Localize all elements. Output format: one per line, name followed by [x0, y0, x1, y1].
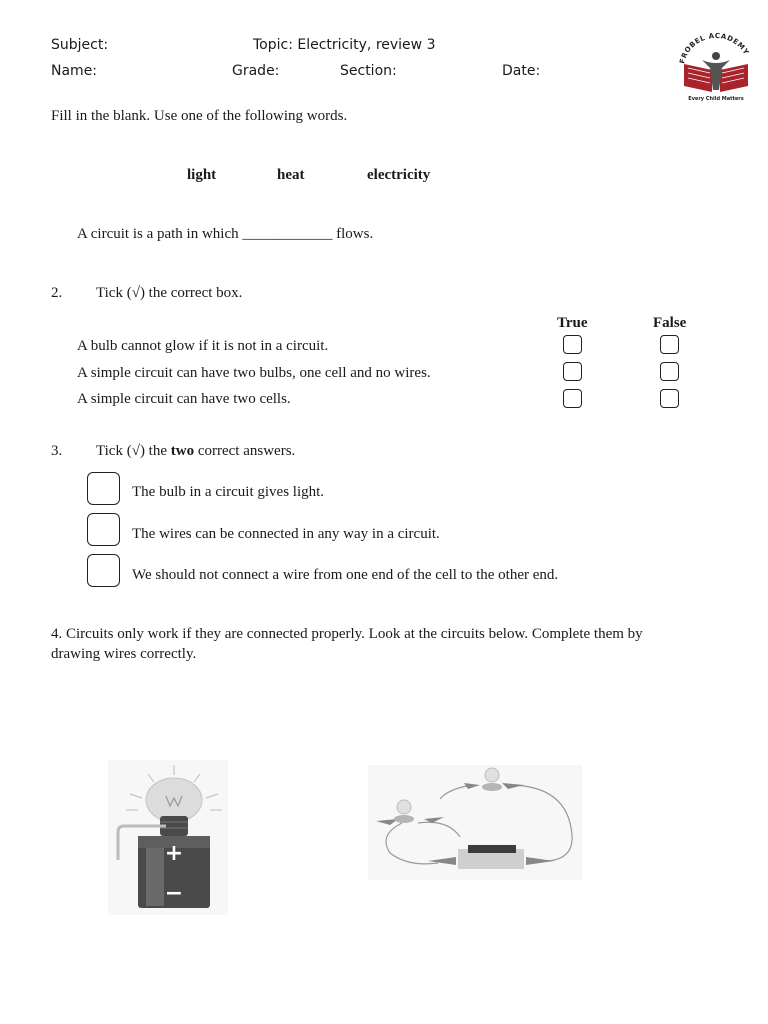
q3-option: The wires can be connected in any way in a circuit. — [132, 526, 440, 542]
school-logo — [672, 32, 758, 104]
q4-instruction-line1: 4. Circuits only work if they are connected properly. Look at the circuits below. Complete them by — [51, 626, 643, 642]
answer-checkbox[interactable] — [87, 513, 120, 546]
answer-checkbox[interactable] — [87, 554, 120, 587]
topic-label: Topic: Electricity, review 3 — [253, 37, 436, 53]
q3-number: 3. — [51, 443, 63, 459]
battery-plus-sign: + — [164, 841, 184, 866]
q2-instruction: Tick (√) the correct box. — [96, 285, 243, 301]
q3-option: The bulb in a circuit gives light. — [132, 484, 325, 500]
answer-checkbox[interactable] — [87, 472, 120, 505]
true-checkbox[interactable] — [563, 389, 582, 408]
q3-option: We should not connect a wire from one end of the cell to the other end. — [132, 567, 559, 583]
q4-instruction-line2: drawing wires correctly. — [51, 646, 197, 662]
logo-tagline: Every Child Matters — [688, 96, 744, 102]
word-bank-item: heat — [277, 167, 305, 183]
word-bank-item: electricity — [367, 167, 431, 183]
q2-number: 2. — [51, 285, 63, 301]
true-checkbox[interactable] — [563, 335, 582, 354]
q1-instruction: Fill in the blank. Use one of the following words. — [51, 108, 348, 124]
q1-sentence: A circuit is a path in which ____________ flows. — [77, 226, 374, 242]
grade-label: Grade: — [232, 63, 280, 79]
q2-statement: A simple circuit can have two bulbs, one cell and no wires. — [77, 365, 431, 381]
open-circuit-image — [368, 765, 582, 880]
battery-minus-sign: − — [164, 881, 184, 906]
bulb-battery-image — [108, 760, 228, 915]
false-checkbox[interactable] — [660, 389, 679, 408]
q2-statement: A bulb cannot glow if it is not in a circuit. — [77, 338, 329, 354]
date-label: Date: — [502, 63, 541, 79]
q2-statement: A simple circuit can have two cells. — [77, 391, 291, 407]
q3-instruction: Tick (√) the two correct answers. — [96, 443, 296, 459]
false-checkbox[interactable] — [660, 335, 679, 354]
subject-label: Subject: — [51, 37, 109, 53]
word-bank-item: light — [187, 167, 217, 183]
logo-arc-text: FROBEL ACADEMY — [678, 32, 751, 65]
false-column-header: False — [653, 315, 687, 331]
name-label: Name: — [51, 63, 98, 79]
true-checkbox[interactable] — [563, 362, 582, 381]
false-checkbox[interactable] — [660, 362, 679, 381]
section-label: Section: — [340, 63, 397, 79]
true-column-header: True — [557, 315, 588, 331]
